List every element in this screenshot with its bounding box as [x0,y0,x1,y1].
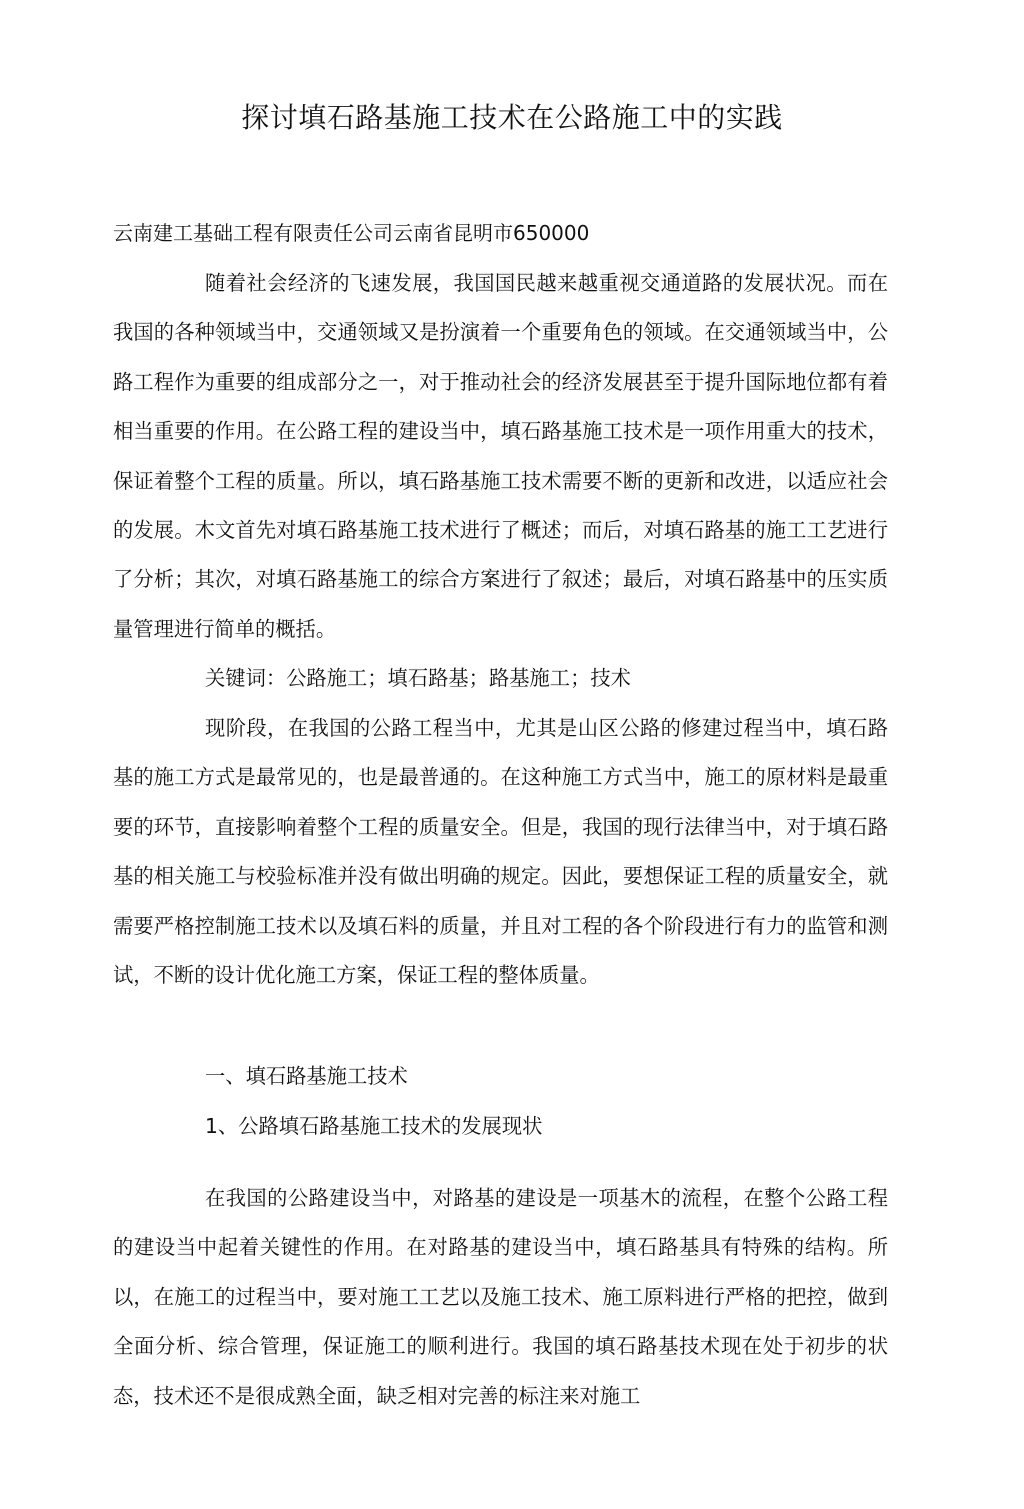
abstract-paragraph: 随着社会经济的飞速发展，我国国民越来越重视交通道路的发展状况。而在我国的各种领域当中，交通领域又是扮演着一个重要角色的领域。在交通领域当中，公路工程作为重要的组成部分之一，对于推动社会的经济发展甚至于提升国际地位都有着相当重要的作用。在公路工程的建设当中，填石路基施工技术是一项作用重大的技术，保证着整个工程的质量。所以，填石路基施工技术需要不断的更新和改进，以适应社会的发展。木文首先对填石路基施工技术进行了概述；而后，对填石路基的施工工艺进行了分析；其次，对填石路基施工的综合方案进行了叙述；最后，对填石路基中的压实质量管理进行简单的概括。 [113,271,888,641]
section-heading-1: 一、填石路基施工技术 [205,1064,408,1088]
subsection-heading-1-1: 1、公路填石路基施工技术的发展现状 [205,1114,543,1138]
document-title: 探讨填石路基施工技术在公路施工中的实践 [241,101,783,134]
author-affiliation: 云南建工基础工程有限责任公司云南省昆明市650000 [113,221,590,245]
keywords-line: 关键词：公路施工；填石路基；路基施工；技术 [205,666,631,690]
intro-paragraph: 现阶段，在我国的公路工程当中，尤其是山区公路的修建过程当中，填石路基的施工方式是最常见的，也是最普通的。在这种施工方式当中，施工的原材料是最重要的环节，直接影响着整个工程的质量安全。但是，我国的现行法律当中，对于填石路基的相关施工与校验标准并没有做出明确的规定。因此，要想保证工程的质量安全，就需要严格控制施工技术以及填石料的质量，并且对工程的各个阶段进行有力的监管和测试，不断的设计优化施工方案，保证工程的整体质量。 [113,716,888,988]
subsection-paragraph: 在我国的公路建设当中，对路基的建设是一项基木的流程，在整个公路工程的建设当中起着关键性的作用。在对路基的建设当中，填石路基具有特殊的结构。所以，在施工的过程当中，要对施工工艺以及施工技术、施工原料进行严格的把控，做到全面分析、综合管理，保证施工的顺利进行。我国的填石路基技术现在处于初步的状态，技术还不是很成熟全面，缺乏相对完善的标注来对施工 [113,1186,888,1408]
